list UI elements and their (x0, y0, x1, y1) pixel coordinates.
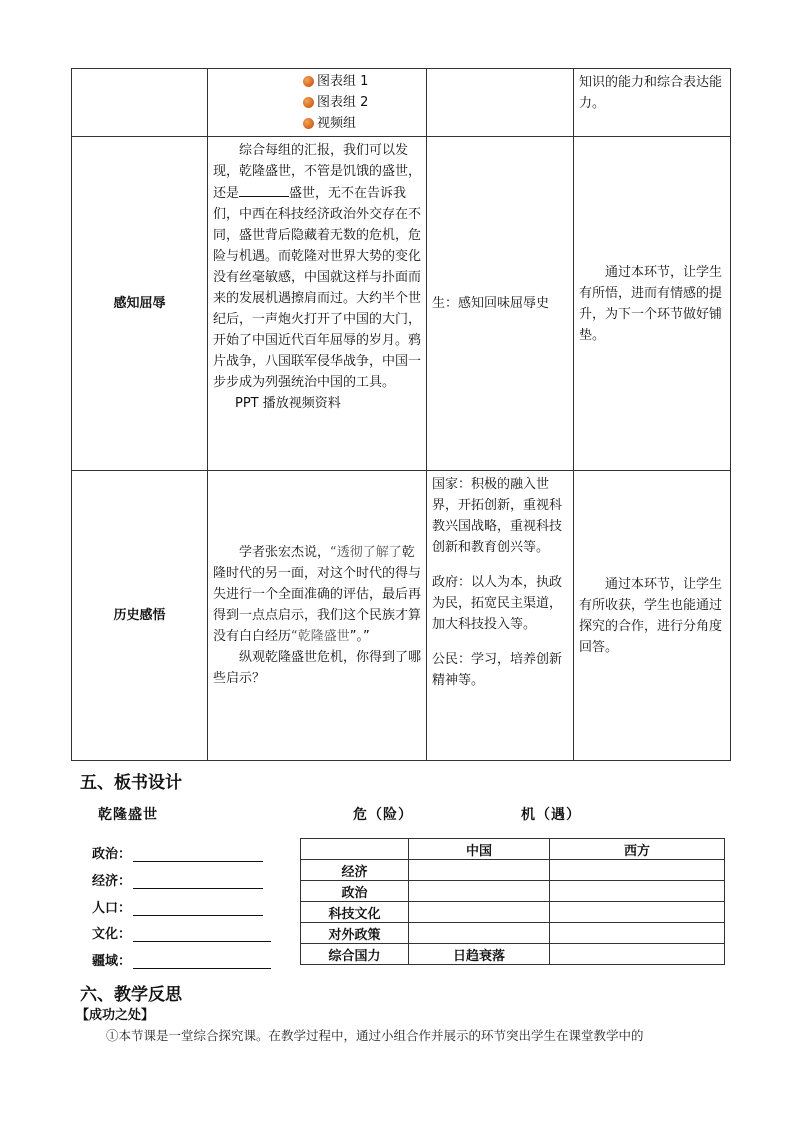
table-row (301, 860, 725, 881)
bullet-icon (303, 76, 314, 87)
grid-cell (409, 902, 550, 923)
content-text: 学者张宏杰说，“透彻了解了乾隆时代的另一面，对这个时代的得与失进行一个全面准确的评估，最后再得到一点点启示，我们这个民族才算没有白白经历“乾隆盛世”。” (213, 545, 422, 644)
stage-title: 历史感悟 (72, 471, 208, 761)
blank-line (133, 874, 263, 889)
student-cell (427, 471, 574, 761)
ppt-note: PPT 播放视频资料 (235, 396, 341, 411)
student-cell (427, 69, 574, 137)
list-item: 图表组 2 (208, 92, 426, 113)
content-cell (208, 69, 427, 137)
section-heading: 六、教学反思 (80, 985, 182, 1005)
grid-header: 西方 (550, 839, 725, 860)
grid-header (301, 839, 409, 860)
blank-line (133, 954, 271, 969)
board-grid (300, 838, 725, 965)
board-title-mid: 危（险） (353, 807, 413, 823)
blank-line (133, 847, 263, 862)
answer-country: 国家：积极的融入世界，开拓创新，重视科教兴国战略，重视科技创新和教育创兴等。 (432, 477, 563, 555)
table-row (301, 944, 725, 965)
grid-cell (550, 860, 725, 881)
goal-cell: 知识的能力和综合表达能力。 (574, 69, 731, 137)
table-row (301, 923, 725, 944)
table-row (301, 839, 725, 860)
section-heading: 五、板书设计 (80, 773, 182, 793)
board-field: 疆域： (92, 950, 271, 969)
board-field: 文化： (92, 923, 271, 942)
goal-cell: 通过本环节，让学生有所收获，学生也能通过探究的合作，进行分角度回答。 (574, 471, 731, 761)
grid-cell (409, 881, 550, 902)
grid-cell: 日趋衰落 (409, 944, 550, 965)
student-cell: 生：感知回味屈辱史 (427, 137, 574, 471)
grid-cell (550, 902, 725, 923)
grid-cell (409, 860, 550, 881)
answer-government: 政府：以人为本，执政为民，拓宽民主渠道，加大科技投入等。 (432, 575, 563, 632)
table-row (301, 881, 725, 902)
board-field: 政治： (92, 843, 263, 862)
lesson-table (71, 68, 731, 761)
grid-row-label: 科技文化 (301, 902, 409, 923)
table-row (72, 471, 731, 761)
reflection-text: ①本节课是一堂综合探究课。在教学过程中，通过小组合作并展示的环节突出学生在课堂教学中的 (106, 1028, 644, 1043)
grid-header: 中国 (409, 839, 550, 860)
grid-cell (409, 923, 550, 944)
stage-cell (72, 69, 208, 137)
bullet-icon (303, 118, 314, 129)
board-title-right: 机（遇） (521, 807, 581, 823)
list-item: 图表组 1 (208, 71, 426, 92)
grid-row-label: 综合国力 (301, 944, 409, 965)
grid-cell (550, 944, 725, 965)
goal-cell: 通过本环节，让学生有所悟，进而有情感的提升，为下一个环节做好铺垫。 (574, 137, 731, 471)
grid-row-label: 经济 (301, 860, 409, 881)
blank-line (133, 901, 263, 916)
content-cell (208, 137, 427, 471)
grid-row-label: 政治 (301, 881, 409, 902)
grid-row-label: 对外政策 (301, 923, 409, 944)
blank-line (133, 927, 271, 942)
grid-cell (550, 881, 725, 902)
table-row (72, 137, 731, 471)
content-text: 综合每组的汇报，我们可以发现，乾隆盛世，不管是饥饿的盛世，还是 盛世，无不在告诉我们，中西在科技经济政治外交存在不同，盛世背后隐藏着无数的危机，危险与机遇。而乾隆对世界大势的变化没有丝毫敏感，中国就这样与扑面而来的发展机遇擦肩而过。大约半个世纪后，一声炮火打开了中国的大门，开始了中国近代百年屈辱的岁月。鸦片战争，八国联军侵华战争，中国一步步成为列强统治中国的工具。 (213, 143, 422, 390)
board-title-left: 乾隆盛世 (98, 807, 158, 823)
subsection-label: 【成功之处】 (76, 1008, 155, 1023)
board-field: 人口： (92, 897, 263, 916)
board-field: 经济： (92, 870, 263, 889)
blank-line (239, 182, 289, 197)
grid-cell (550, 923, 725, 944)
table-row (301, 902, 725, 923)
bullet-icon (303, 97, 314, 108)
question-text: 纵观乾隆盛世危机，你得到了哪些启示？ (213, 650, 422, 686)
answer-citizen: 公民：学习，培养创新精神等。 (432, 652, 563, 688)
list-item: 视频组 (208, 113, 426, 134)
stage-title: 感知屈辱 (72, 137, 208, 471)
table-row (72, 69, 731, 137)
content-cell (208, 471, 427, 761)
